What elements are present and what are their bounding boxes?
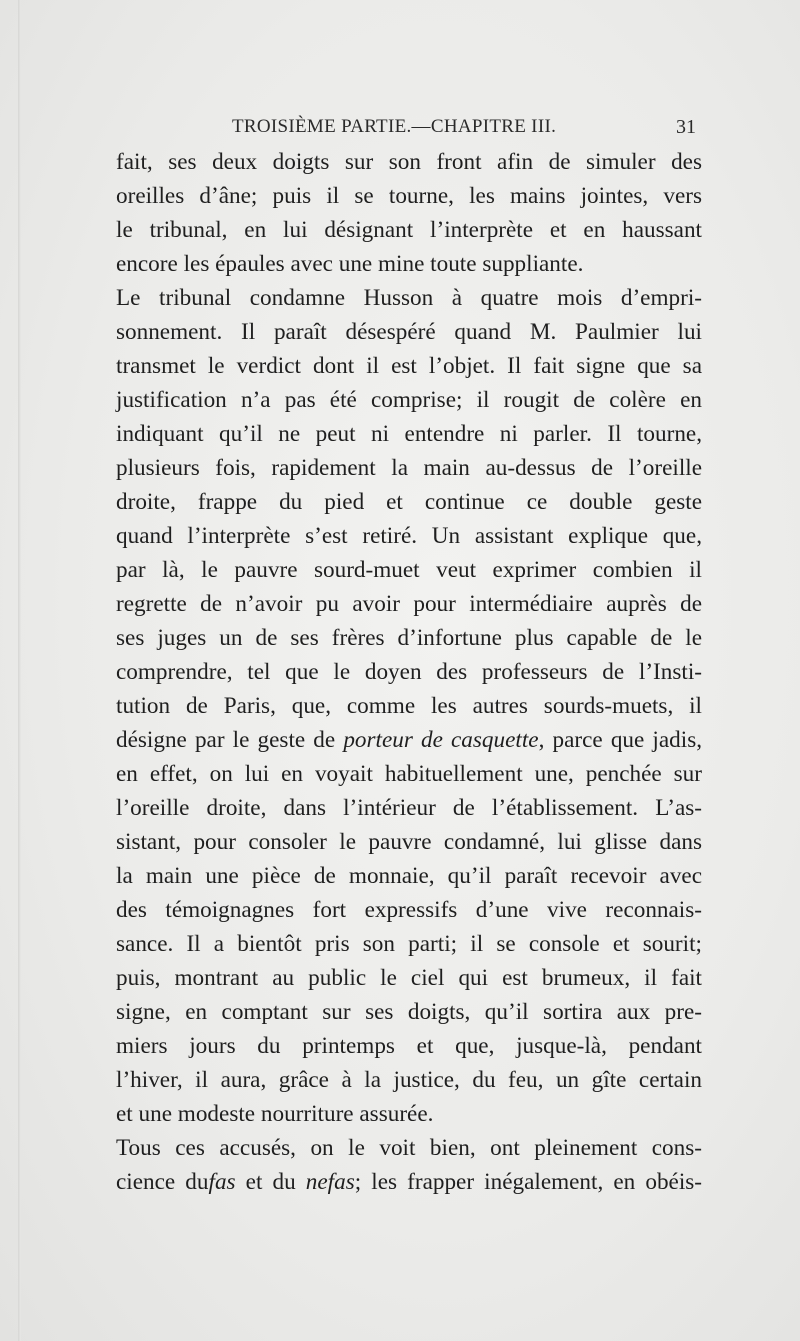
text-line-content: Le tribunal condamne Husson à quatre mois d’empri- xyxy=(116,285,702,311)
body-text xyxy=(116,145,702,1199)
text-line: quand l’interprète s’est retiré. Un assistant explique que, xyxy=(116,523,702,549)
text-line: le tribunal, en lui désignant l’interprète et en haussant xyxy=(116,217,702,243)
italic-word: fas xyxy=(208,1169,236,1195)
text-line: encore les épaules avec une mine toute suppliante. xyxy=(116,251,584,277)
text-segment: ; les frapper inégalement, en obéis- xyxy=(354,1169,703,1195)
text-line: sonnement. Il paraît désespéré quand M. Paulmier lui xyxy=(116,319,702,345)
text-line: oreilles d’âne; puis il se tourne, les mains jointes, vers xyxy=(116,183,702,209)
italic-phrase: porteur de casquette xyxy=(343,727,539,753)
text-line: droite, frappe du pied et continue ce double geste xyxy=(116,489,702,515)
text-line: des témoignagnes fort expressifs d’une vive reconnais- xyxy=(116,897,702,923)
text-line: justification n’a pas été comprise; il rougit de colère en xyxy=(116,387,702,413)
paragraph-start-line xyxy=(116,281,702,315)
text-line: transmet le verdict dont il est l’objet. Il fait signe que sa xyxy=(116,353,702,379)
text-line: puis, montrant au public le ciel qui est brumeux, il fait xyxy=(116,965,702,991)
text-line: miers jours du printemps et que, jusque-là, pendant xyxy=(116,1033,702,1059)
text-line: et une modeste nourriture assurée. xyxy=(116,1101,434,1127)
text-line: plusieurs fois, rapidement la main au-dessus de l’oreille xyxy=(116,455,702,481)
text-line: la main une pièce de monnaie, qu’il paraît recevoir avec xyxy=(116,863,702,889)
italic-word: nefas xyxy=(305,1169,355,1195)
text-line: sance. Il a bientôt pris son parti; il se console et sourit; xyxy=(116,931,702,957)
text-line: comprendre, tel que le doyen des professeurs de l’Insti- xyxy=(116,659,702,685)
page-number: 31 xyxy=(676,116,696,138)
text-segment: et du xyxy=(235,1169,306,1195)
text-line: l’hiver, il aura, grâce à la justice, du feu, un gîte certain xyxy=(116,1067,702,1093)
text-line: l’oreille droite, dans l’intérieur de l’établissement. L’as- xyxy=(116,795,702,821)
text-line-with-italic xyxy=(116,723,702,757)
text-line: par là, le pauvre sourd-muet veut exprimer combien il xyxy=(116,557,702,583)
running-title: TROISIÈME PARTIE.—CHAPITRE III. xyxy=(232,116,557,137)
text-line: en effet, on lui en voyait habituellement une, penchée sur xyxy=(116,761,702,787)
text-line-with-italic xyxy=(116,1165,702,1199)
text-line: indiquant qu’il ne peut ni entendre ni parler. Il tourne, xyxy=(116,421,702,447)
running-head xyxy=(116,112,698,142)
page-gutter-edge xyxy=(18,0,21,1341)
text-segment: désigne par le geste de xyxy=(116,727,336,753)
text-line: fait, ses deux doigts sur son front afin de simuler des xyxy=(116,149,702,175)
text-line: ses juges un de ses frères d’infortune plus capable de le xyxy=(116,625,702,651)
text-line: signe, en comptant sur ses doigts, qu’il sortira aux pre- xyxy=(116,999,702,1025)
text-segment: cience du xyxy=(116,1169,209,1195)
text-line: tution de Paris, que, comme les autres sourds-muets, il xyxy=(116,693,702,719)
text-line: sistant, pour consoler le pauvre condamné, lui glisse dans xyxy=(116,829,702,855)
text-line: Tous ces accusés, on le voit bien, ont pleinement cons- xyxy=(116,1135,702,1161)
text-line: regrette de n’avoir pu avoir pour intermédiaire auprès de xyxy=(116,591,702,617)
text-segment: , parce que jadis, xyxy=(538,727,703,753)
